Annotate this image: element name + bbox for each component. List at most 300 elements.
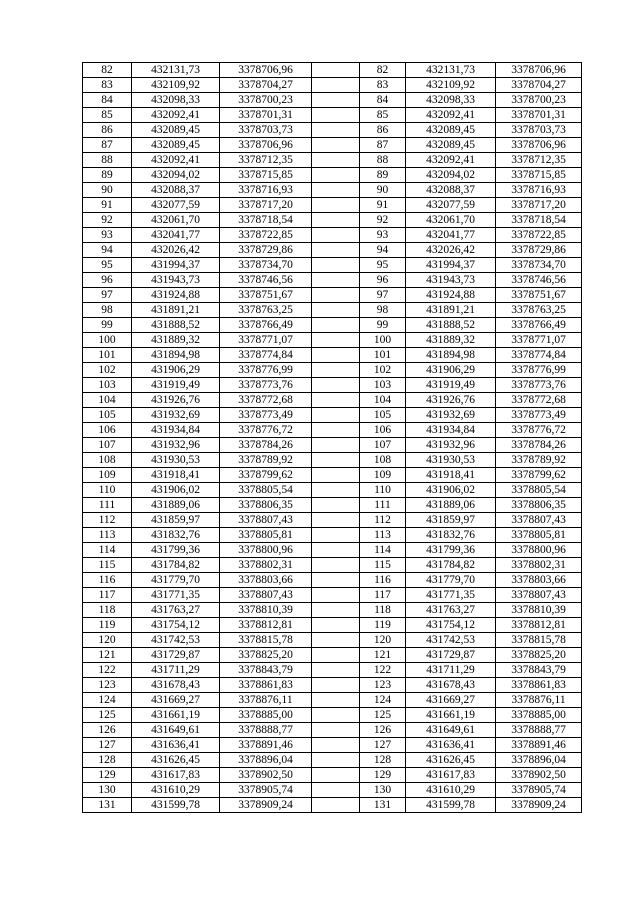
x-coordinate-cell: 431669,27 bbox=[132, 693, 220, 708]
x-coordinate-cell: 432041,77 bbox=[406, 228, 496, 243]
table-row bbox=[360, 243, 582, 258]
empty-cell bbox=[312, 258, 360, 273]
empty-cell bbox=[312, 513, 360, 528]
empty-cell bbox=[312, 708, 360, 723]
point-number-cell: 126 bbox=[83, 723, 132, 738]
y-coordinate-cell: 3378729,86 bbox=[496, 243, 582, 258]
table-row bbox=[83, 288, 360, 303]
y-coordinate-cell: 3378909,24 bbox=[496, 798, 582, 813]
x-coordinate-cell: 431669,27 bbox=[406, 693, 496, 708]
y-coordinate-cell: 3378805,81 bbox=[496, 528, 582, 543]
point-number-cell: 121 bbox=[83, 648, 132, 663]
point-number-cell: 118 bbox=[360, 603, 406, 618]
coordinate-table-left bbox=[82, 62, 360, 813]
y-coordinate-cell: 3378896,04 bbox=[220, 753, 312, 768]
x-coordinate-cell: 432077,59 bbox=[132, 198, 220, 213]
x-coordinate-cell: 431891,21 bbox=[132, 303, 220, 318]
table-row bbox=[360, 708, 582, 723]
x-coordinate-cell: 432088,37 bbox=[132, 183, 220, 198]
point-number-cell: 116 bbox=[360, 573, 406, 588]
x-coordinate-cell: 431626,45 bbox=[132, 753, 220, 768]
x-coordinate-cell: 431932,69 bbox=[406, 408, 496, 423]
y-coordinate-cell: 3378766,49 bbox=[220, 318, 312, 333]
point-number-cell: 117 bbox=[360, 588, 406, 603]
x-coordinate-cell: 431763,27 bbox=[406, 603, 496, 618]
table-row bbox=[83, 798, 360, 813]
empty-cell bbox=[312, 273, 360, 288]
point-number-cell: 98 bbox=[360, 303, 406, 318]
empty-cell bbox=[312, 798, 360, 813]
table-row bbox=[83, 528, 360, 543]
point-number-cell: 116 bbox=[83, 573, 132, 588]
table-row bbox=[83, 693, 360, 708]
x-coordinate-cell: 432131,73 bbox=[132, 63, 220, 78]
table-row bbox=[360, 723, 582, 738]
empty-cell bbox=[312, 603, 360, 618]
x-coordinate-cell: 431889,06 bbox=[406, 498, 496, 513]
x-coordinate-cell: 431678,43 bbox=[132, 678, 220, 693]
empty-cell bbox=[312, 783, 360, 798]
y-coordinate-cell: 3378773,49 bbox=[220, 408, 312, 423]
x-coordinate-cell: 431943,73 bbox=[132, 273, 220, 288]
y-coordinate-cell: 3378799,62 bbox=[220, 468, 312, 483]
point-number-cell: 113 bbox=[83, 528, 132, 543]
y-coordinate-cell: 3378806,35 bbox=[220, 498, 312, 513]
empty-cell bbox=[312, 243, 360, 258]
x-coordinate-cell: 431832,76 bbox=[406, 528, 496, 543]
y-coordinate-cell: 3378712,35 bbox=[496, 153, 582, 168]
table-row bbox=[360, 603, 582, 618]
x-coordinate-cell: 432092,41 bbox=[132, 108, 220, 123]
point-number-cell: 114 bbox=[83, 543, 132, 558]
y-coordinate-cell: 3378704,27 bbox=[220, 78, 312, 93]
x-coordinate-cell: 432026,42 bbox=[406, 243, 496, 258]
point-number-cell: 92 bbox=[360, 213, 406, 228]
empty-cell bbox=[312, 63, 360, 78]
x-coordinate-cell: 432098,33 bbox=[132, 93, 220, 108]
x-coordinate-cell: 431932,96 bbox=[132, 438, 220, 453]
empty-cell bbox=[312, 588, 360, 603]
point-number-cell: 94 bbox=[83, 243, 132, 258]
x-coordinate-cell: 431636,41 bbox=[406, 738, 496, 753]
x-coordinate-cell: 431894,98 bbox=[406, 348, 496, 363]
x-coordinate-cell: 431930,53 bbox=[406, 453, 496, 468]
point-number-cell: 117 bbox=[83, 588, 132, 603]
y-coordinate-cell: 3378815,78 bbox=[220, 633, 312, 648]
y-coordinate-cell: 3378704,27 bbox=[496, 78, 582, 93]
point-number-cell: 84 bbox=[83, 93, 132, 108]
table-row bbox=[83, 558, 360, 573]
y-coordinate-cell: 3378772,68 bbox=[496, 393, 582, 408]
x-coordinate-cell: 431926,76 bbox=[132, 393, 220, 408]
table-row bbox=[360, 573, 582, 588]
table-row bbox=[83, 513, 360, 528]
x-coordinate-cell: 431934,84 bbox=[132, 423, 220, 438]
x-coordinate-cell: 431599,78 bbox=[406, 798, 496, 813]
y-coordinate-cell: 3378805,54 bbox=[496, 483, 582, 498]
y-coordinate-cell: 3378766,49 bbox=[496, 318, 582, 333]
y-coordinate-cell: 3378716,93 bbox=[496, 183, 582, 198]
y-coordinate-cell: 3378774,84 bbox=[220, 348, 312, 363]
point-number-cell: 95 bbox=[83, 258, 132, 273]
x-coordinate-cell: 431888,52 bbox=[406, 318, 496, 333]
table-row bbox=[83, 573, 360, 588]
point-number-cell: 96 bbox=[360, 273, 406, 288]
y-coordinate-cell: 3378734,70 bbox=[496, 258, 582, 273]
x-coordinate-cell: 431799,36 bbox=[406, 543, 496, 558]
table-row bbox=[360, 588, 582, 603]
empty-cell bbox=[312, 318, 360, 333]
point-number-cell: 85 bbox=[360, 108, 406, 123]
table-row bbox=[83, 153, 360, 168]
point-number-cell: 100 bbox=[83, 333, 132, 348]
y-coordinate-cell: 3378734,70 bbox=[220, 258, 312, 273]
coordinate-table-right bbox=[359, 62, 582, 813]
table-row bbox=[360, 408, 582, 423]
y-coordinate-cell: 3378763,25 bbox=[496, 303, 582, 318]
table-row bbox=[83, 603, 360, 618]
point-number-cell: 90 bbox=[83, 183, 132, 198]
point-number-cell: 86 bbox=[360, 123, 406, 138]
table-row bbox=[83, 228, 360, 243]
table-row bbox=[83, 498, 360, 513]
point-number-cell: 112 bbox=[83, 513, 132, 528]
empty-cell bbox=[312, 423, 360, 438]
table-row bbox=[360, 183, 582, 198]
point-number-cell: 112 bbox=[360, 513, 406, 528]
table-row bbox=[360, 348, 582, 363]
point-number-cell: 85 bbox=[83, 108, 132, 123]
y-coordinate-cell: 3378771,07 bbox=[220, 333, 312, 348]
y-coordinate-cell: 3378891,46 bbox=[220, 738, 312, 753]
point-number-cell: 127 bbox=[360, 738, 406, 753]
x-coordinate-cell: 432098,33 bbox=[406, 93, 496, 108]
y-coordinate-cell: 3378722,85 bbox=[496, 228, 582, 243]
point-number-cell: 125 bbox=[83, 708, 132, 723]
table-row bbox=[360, 783, 582, 798]
point-number-cell: 87 bbox=[83, 138, 132, 153]
x-coordinate-cell: 431711,29 bbox=[132, 663, 220, 678]
y-coordinate-cell: 3378789,92 bbox=[220, 453, 312, 468]
y-coordinate-cell: 3378825,20 bbox=[496, 648, 582, 663]
y-coordinate-cell: 3378703,73 bbox=[220, 123, 312, 138]
point-number-cell: 105 bbox=[360, 408, 406, 423]
y-coordinate-cell: 3378715,85 bbox=[220, 168, 312, 183]
table-row bbox=[360, 273, 582, 288]
y-coordinate-cell: 3378888,77 bbox=[220, 723, 312, 738]
table-row bbox=[360, 498, 582, 513]
x-coordinate-cell: 431626,45 bbox=[406, 753, 496, 768]
table-row bbox=[360, 633, 582, 648]
table-row bbox=[360, 663, 582, 678]
y-coordinate-cell: 3378807,43 bbox=[496, 513, 582, 528]
point-number-cell: 131 bbox=[360, 798, 406, 813]
table-row bbox=[360, 513, 582, 528]
empty-cell bbox=[312, 363, 360, 378]
table-row bbox=[83, 768, 360, 783]
point-number-cell: 103 bbox=[83, 378, 132, 393]
table-row bbox=[83, 543, 360, 558]
x-coordinate-cell: 431934,84 bbox=[406, 423, 496, 438]
x-coordinate-cell: 431636,41 bbox=[132, 738, 220, 753]
y-coordinate-cell: 3378718,54 bbox=[496, 213, 582, 228]
point-number-cell: 102 bbox=[83, 363, 132, 378]
x-coordinate-cell: 431932,96 bbox=[406, 438, 496, 453]
y-coordinate-cell: 3378784,26 bbox=[220, 438, 312, 453]
empty-cell bbox=[312, 213, 360, 228]
point-number-cell: 129 bbox=[360, 768, 406, 783]
empty-cell bbox=[312, 438, 360, 453]
point-number-cell: 131 bbox=[83, 798, 132, 813]
x-coordinate-cell: 431649,61 bbox=[132, 723, 220, 738]
point-number-cell: 83 bbox=[83, 78, 132, 93]
y-coordinate-cell: 3378751,67 bbox=[496, 288, 582, 303]
x-coordinate-cell: 431918,41 bbox=[132, 468, 220, 483]
y-coordinate-cell: 3378763,25 bbox=[220, 303, 312, 318]
y-coordinate-cell: 3378800,96 bbox=[220, 543, 312, 558]
point-number-cell: 105 bbox=[83, 408, 132, 423]
empty-cell bbox=[312, 768, 360, 783]
point-number-cell: 104 bbox=[360, 393, 406, 408]
x-coordinate-cell: 432089,45 bbox=[132, 123, 220, 138]
table-row bbox=[83, 213, 360, 228]
table-row bbox=[360, 78, 582, 93]
y-coordinate-cell: 3378701,31 bbox=[220, 108, 312, 123]
x-coordinate-cell: 431649,61 bbox=[406, 723, 496, 738]
point-number-cell: 99 bbox=[83, 318, 132, 333]
x-coordinate-cell: 431906,02 bbox=[132, 483, 220, 498]
point-number-cell: 126 bbox=[360, 723, 406, 738]
table-row bbox=[360, 63, 582, 78]
y-coordinate-cell: 3378812,81 bbox=[220, 618, 312, 633]
x-coordinate-cell: 431924,88 bbox=[406, 288, 496, 303]
table-row bbox=[360, 123, 582, 138]
point-number-cell: 106 bbox=[360, 423, 406, 438]
table-row bbox=[83, 333, 360, 348]
x-coordinate-cell: 431919,49 bbox=[132, 378, 220, 393]
table-row bbox=[360, 393, 582, 408]
point-number-cell: 122 bbox=[360, 663, 406, 678]
empty-cell bbox=[312, 693, 360, 708]
point-number-cell: 115 bbox=[83, 558, 132, 573]
x-coordinate-cell: 431754,12 bbox=[406, 618, 496, 633]
table-row bbox=[83, 723, 360, 738]
y-coordinate-cell: 3378716,93 bbox=[220, 183, 312, 198]
table-row bbox=[83, 78, 360, 93]
table-row bbox=[360, 438, 582, 453]
y-coordinate-cell: 3378718,54 bbox=[220, 213, 312, 228]
x-coordinate-cell: 431889,32 bbox=[406, 333, 496, 348]
point-number-cell: 99 bbox=[360, 318, 406, 333]
table-row bbox=[83, 633, 360, 648]
point-number-cell: 90 bbox=[360, 183, 406, 198]
y-coordinate-cell: 3378843,79 bbox=[220, 663, 312, 678]
x-coordinate-cell: 431859,97 bbox=[132, 513, 220, 528]
y-coordinate-cell: 3378700,23 bbox=[496, 93, 582, 108]
point-number-cell: 93 bbox=[360, 228, 406, 243]
x-coordinate-cell: 432089,45 bbox=[132, 138, 220, 153]
x-coordinate-cell: 431889,32 bbox=[132, 333, 220, 348]
x-coordinate-cell: 432061,70 bbox=[132, 213, 220, 228]
point-number-cell: 115 bbox=[360, 558, 406, 573]
table-row bbox=[360, 93, 582, 108]
y-coordinate-cell: 3378800,96 bbox=[496, 543, 582, 558]
y-coordinate-cell: 3378700,23 bbox=[220, 93, 312, 108]
table-row bbox=[83, 453, 360, 468]
table-row bbox=[83, 198, 360, 213]
y-coordinate-cell: 3378771,07 bbox=[496, 333, 582, 348]
table-row bbox=[360, 288, 582, 303]
point-number-cell: 83 bbox=[360, 78, 406, 93]
y-coordinate-cell: 3378751,67 bbox=[220, 288, 312, 303]
point-number-cell: 96 bbox=[83, 273, 132, 288]
empty-cell bbox=[312, 648, 360, 663]
x-coordinate-cell: 431926,76 bbox=[406, 393, 496, 408]
y-coordinate-cell: 3378802,31 bbox=[496, 558, 582, 573]
y-coordinate-cell: 3378706,96 bbox=[496, 63, 582, 78]
table-row bbox=[83, 303, 360, 318]
table-row bbox=[360, 693, 582, 708]
table-row bbox=[360, 168, 582, 183]
empty-cell bbox=[312, 168, 360, 183]
y-coordinate-cell: 3378776,72 bbox=[220, 423, 312, 438]
empty-cell bbox=[312, 543, 360, 558]
x-coordinate-cell: 432077,59 bbox=[406, 198, 496, 213]
empty-cell bbox=[312, 678, 360, 693]
empty-cell bbox=[312, 198, 360, 213]
y-coordinate-cell: 3378799,62 bbox=[496, 468, 582, 483]
point-number-cell: 101 bbox=[360, 348, 406, 363]
point-number-cell: 100 bbox=[360, 333, 406, 348]
empty-cell bbox=[312, 453, 360, 468]
table-row bbox=[360, 558, 582, 573]
point-number-cell: 88 bbox=[360, 153, 406, 168]
table-row bbox=[83, 258, 360, 273]
x-coordinate-cell: 431771,35 bbox=[132, 588, 220, 603]
point-number-cell: 128 bbox=[360, 753, 406, 768]
table-row bbox=[83, 393, 360, 408]
y-coordinate-cell: 3378717,20 bbox=[496, 198, 582, 213]
point-number-cell: 87 bbox=[360, 138, 406, 153]
y-coordinate-cell: 3378706,96 bbox=[220, 63, 312, 78]
table-row bbox=[360, 678, 582, 693]
y-coordinate-cell: 3378805,54 bbox=[220, 483, 312, 498]
table-row bbox=[83, 618, 360, 633]
table-row bbox=[360, 153, 582, 168]
point-number-cell: 97 bbox=[83, 288, 132, 303]
x-coordinate-cell: 432088,37 bbox=[406, 183, 496, 198]
point-number-cell: 95 bbox=[360, 258, 406, 273]
y-coordinate-cell: 3378905,74 bbox=[496, 783, 582, 798]
table-row bbox=[360, 453, 582, 468]
point-number-cell: 111 bbox=[360, 498, 406, 513]
y-coordinate-cell: 3378888,77 bbox=[496, 723, 582, 738]
table-row bbox=[360, 528, 582, 543]
table-row bbox=[83, 783, 360, 798]
empty-cell bbox=[312, 408, 360, 423]
y-coordinate-cell: 3378773,76 bbox=[496, 378, 582, 393]
table-row bbox=[83, 588, 360, 603]
point-number-cell: 123 bbox=[360, 678, 406, 693]
table-row bbox=[360, 138, 582, 153]
x-coordinate-cell: 431888,52 bbox=[132, 318, 220, 333]
y-coordinate-cell: 3378722,85 bbox=[220, 228, 312, 243]
point-number-cell: 106 bbox=[83, 423, 132, 438]
y-coordinate-cell: 3378717,20 bbox=[220, 198, 312, 213]
y-coordinate-cell: 3378746,56 bbox=[220, 273, 312, 288]
table-row bbox=[83, 678, 360, 693]
table-row bbox=[360, 738, 582, 753]
table-row bbox=[83, 348, 360, 363]
table-row bbox=[360, 333, 582, 348]
x-coordinate-cell: 432061,70 bbox=[406, 213, 496, 228]
empty-cell bbox=[312, 573, 360, 588]
y-coordinate-cell: 3378805,81 bbox=[220, 528, 312, 543]
x-coordinate-cell: 431994,37 bbox=[132, 258, 220, 273]
y-coordinate-cell: 3378876,11 bbox=[496, 693, 582, 708]
point-number-cell: 130 bbox=[360, 783, 406, 798]
empty-cell bbox=[312, 303, 360, 318]
point-number-cell: 129 bbox=[83, 768, 132, 783]
y-coordinate-cell: 3378729,86 bbox=[220, 243, 312, 258]
table-row bbox=[360, 303, 582, 318]
x-coordinate-cell: 432089,45 bbox=[406, 123, 496, 138]
y-coordinate-cell: 3378772,68 bbox=[220, 393, 312, 408]
table-row bbox=[83, 93, 360, 108]
y-coordinate-cell: 3378891,46 bbox=[496, 738, 582, 753]
table-row bbox=[83, 108, 360, 123]
empty-cell bbox=[312, 348, 360, 363]
y-coordinate-cell: 3378843,79 bbox=[496, 663, 582, 678]
y-coordinate-cell: 3378815,78 bbox=[496, 633, 582, 648]
point-number-cell: 113 bbox=[360, 528, 406, 543]
table-row bbox=[360, 423, 582, 438]
x-coordinate-cell: 431711,29 bbox=[406, 663, 496, 678]
empty-cell bbox=[312, 558, 360, 573]
empty-cell bbox=[312, 333, 360, 348]
table-row bbox=[360, 543, 582, 558]
x-coordinate-cell: 431906,02 bbox=[406, 483, 496, 498]
point-number-cell: 82 bbox=[83, 63, 132, 78]
point-number-cell: 124 bbox=[83, 693, 132, 708]
point-number-cell: 91 bbox=[83, 198, 132, 213]
point-number-cell: 89 bbox=[83, 168, 132, 183]
y-coordinate-cell: 3378905,74 bbox=[220, 783, 312, 798]
y-coordinate-cell: 3378812,81 bbox=[496, 618, 582, 633]
x-coordinate-cell: 432131,73 bbox=[406, 63, 496, 78]
point-number-cell: 109 bbox=[360, 468, 406, 483]
point-number-cell: 86 bbox=[83, 123, 132, 138]
point-number-cell: 114 bbox=[360, 543, 406, 558]
table-row bbox=[360, 258, 582, 273]
point-number-cell: 88 bbox=[83, 153, 132, 168]
empty-cell bbox=[312, 123, 360, 138]
table-row bbox=[360, 198, 582, 213]
point-number-cell: 118 bbox=[83, 603, 132, 618]
point-number-cell: 98 bbox=[83, 303, 132, 318]
table-row bbox=[83, 243, 360, 258]
y-coordinate-cell: 3378876,11 bbox=[220, 693, 312, 708]
empty-cell bbox=[312, 753, 360, 768]
point-number-cell: 121 bbox=[360, 648, 406, 663]
point-number-cell: 102 bbox=[360, 363, 406, 378]
empty-cell bbox=[312, 618, 360, 633]
empty-cell bbox=[312, 528, 360, 543]
y-coordinate-cell: 3378909,24 bbox=[220, 798, 312, 813]
y-coordinate-cell: 3378715,85 bbox=[496, 168, 582, 183]
empty-cell bbox=[312, 228, 360, 243]
x-coordinate-cell: 431943,73 bbox=[406, 273, 496, 288]
